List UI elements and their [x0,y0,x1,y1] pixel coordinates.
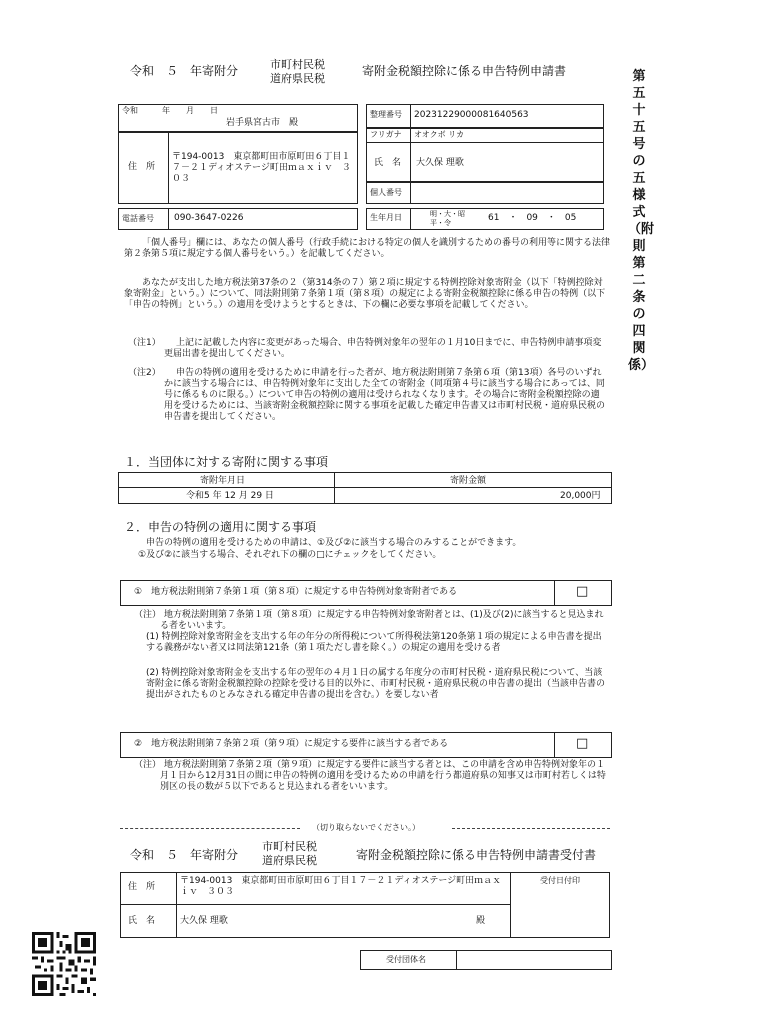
receipt-name-label: 氏 名 [128,916,156,926]
receipt-address-value: 〒194-0013 東京都町田市原町田６丁目１７－２１ディオステージ町田ｍａｘｉｖ ３０３ [180,876,502,897]
serial-label: 整理番号 [370,110,402,119]
col-donation-date: 寄附年月日 [200,476,246,486]
note2-label: （注2） [128,368,161,378]
note2-text: 申告の特例の適用を受けるために申請を行った者が、地方税法附則第７条第６項（第13項）各号のいずれかに該当する場合には、申告特例対象年に支出した全ての寄附金（同項第４号に該当する場合にあっては、同号に係るものに限る。）について申告の特例の適用は受けられなくなります。その場合に寄附金税額控除の適用を受けるためには、当該寄附金税額控除に関する事項を記載した確定申告書又は市町村民税・道府県民税の申告書を提出してください。 [164,368,606,422]
birth-era-options: 明・大・昭 平・令 [430,210,465,227]
item2-text: ② 地方税法附則第７条第２項（第９項）に規定する要件に該当する者である [134,739,449,749]
item2-checkbox[interactable]: □ [576,736,589,751]
receipt-org-label: 受付団体名 [386,955,426,964]
phone-divider [168,208,169,230]
mynumber-label: 個人番号 [370,188,402,197]
donation-amount-value: 20,000円 [560,491,601,501]
addressee-date: 令和 年 月 日 [122,106,218,115]
form-number-sidebar: 第五十五号の五様式（附則第二条の四関係） [628,69,655,373]
birth-label: 生年月日 [370,213,402,222]
receipt-name-value: 大久保 理歌 [180,916,228,926]
birth-value: 61 ・ 09 ・ 05 [488,213,577,223]
intro-mynumber: 「個人番号」欄には、あなたの個人番号（行政手続における特定の個人を識別するための番号の利用等に関する法律第２条第５項に規定する個人番号をいう。）を記載してください。 [124,238,611,259]
form-title: 寄附金税額控除に係る申告特例申請書 [362,64,567,78]
name-box [366,128,604,182]
name-label: 氏 名 [374,158,402,168]
item1-note-text: 地方税法附則第７条第１項（第８項）に規定する申告特例対象寄附者とは、(1)及び(2)に該当すると見込まれる者をいいます。 [160,610,604,631]
receipt-tax-line1: 市町村民税 [262,840,317,853]
item1-checkbox[interactable]: □ [576,584,589,599]
tax-type-line2: 道府県民税 [270,72,325,85]
note1-label: （注1） [128,338,161,348]
item1-note-label: （注） [134,610,162,620]
phone-label: 電話番号 [122,214,154,223]
section2-title: ２．申告の特例の適用に関する事項 [124,520,317,534]
item2-note-text: 地方税法附則第７条第２項（第９項）に規定する要件に該当する者とは、この申請を含め申告特例対象年の１月１日から12月31日の間に申告の特例の適用を受けるための申請を行う都道府県の知事又は市町村若しくは特別区の長の数が５以下であると見込まれる者をいいます。 [160,760,606,792]
receipt-sama: 殿 [476,916,486,926]
addressee-to: 岩手県宮古市 殿 [226,118,299,128]
address-divider [168,132,169,204]
receipt-title: 寄附金税額控除に係る申告特例申請書受付書 [356,848,597,862]
address-value: 〒194-0013 東京都町田市原町田６丁目１７－２１ディオステージ町田ｍａｘｉｖ ３０３ [172,152,351,184]
furigana-label: フリガナ [370,130,402,139]
section2-intro1: 申告の特例の適用を受けるための申請は、①及び②に該当する場合のみすることができます。 [146,538,522,548]
col-donation-amount: 寄附金額 [450,476,487,486]
name-value: 大久保 理歌 [416,158,464,168]
item1-sub1: (1) 特例控除対象寄附金を支出する年の年分の所得税について所得税法第120条第１項の規定による申告書を提出する義務がない者又は同法第121条（第１項ただし書を除く。）の規定の適用を受ける者 [146,632,602,653]
receipt-date-stamp-label: 受付日付印 [540,876,580,885]
furigana-value: オオクボ リカ [414,130,465,139]
cut-line-left [120,828,300,829]
phone-value: 090-3647-0226 [174,213,244,223]
item1-sub2: (2) 特例控除対象寄附金を支出する年の翌年の４月１日の属する年度分の市町村民税・道府県民税について、当該寄附金に係る寄附金税額控除の控除を受ける目的以外に、市町村民税・道府県民税の申告書の提出（当該申告書の提出がされたものとみなされる確定申告書の提出を含む。）を要しない者 [146,668,606,700]
serial-value: 20231229000081640563 [414,110,529,120]
note1-text: 上記に記載した内容に変更があった場合、申告特例対象年の翌年の１月10日までに、申告特例申請事項変更届出書を提出してください。 [164,338,602,359]
tax-type-line1: 市町村民税 [270,58,325,71]
section2-intro2: ①及び②に該当する場合、それぞれ下の欄の□にチェックをしてください。 [138,550,442,560]
era-year: 令和 ５ 年寄附分 [130,64,239,78]
cut-line-right [452,828,610,829]
qr-code-icon [32,932,96,996]
receipt-tax-line2: 道府県民税 [262,854,317,867]
intro-special-case: あなたが支出した地方税法第37条の２（第314条の７）第２項に規定する特例控除対象寄附金（以下「特例控除対象寄附金」という。）について、同法附則第７条第１項（第８項）の規定による寄附金税額控除に係る申告の特例（以下「申告の特例」という。）の適用を受けようとするときは、下の欄に必要な事項を記載してください。 [124,278,606,310]
item1-text: ① 地方税法附則第７条第１項（第８項）に規定する申告特例対象寄附者である [134,587,458,597]
receipt-address-label: 住 所 [128,882,156,892]
item2-note-label: （注） [134,760,162,770]
cut-line-text: （切り取らないでください。） [312,823,420,832]
section1-title: １．当団体に対する寄附に関する事項 [124,455,329,469]
donation-date-value: 令和5 年 12 月 29 日 [186,491,274,501]
address-label: 住 所 [128,162,156,172]
receipt-era-year: 令和 ５ 年寄附分 [130,848,239,862]
